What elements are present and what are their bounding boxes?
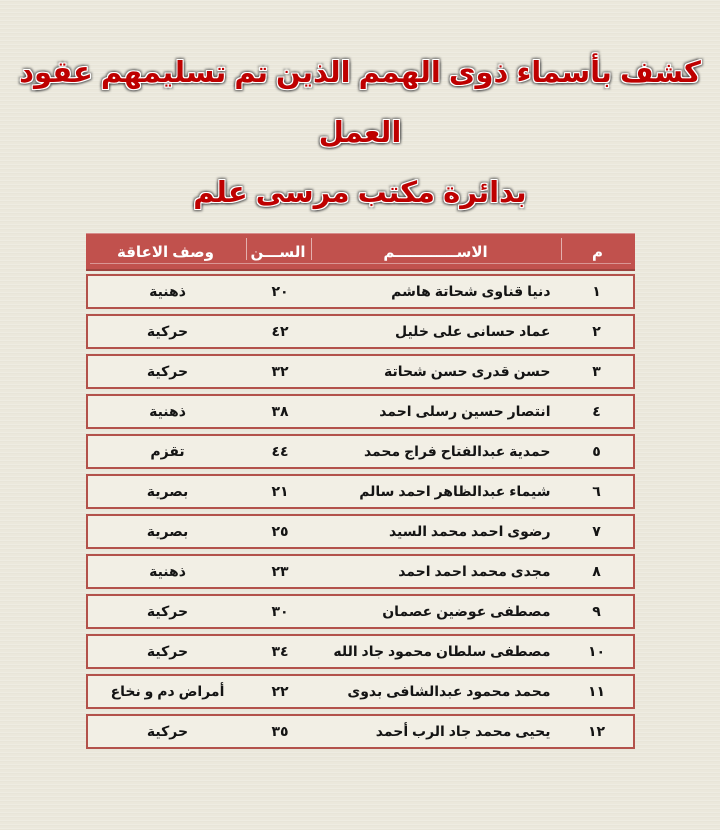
disability-cell: بصرية — [146, 483, 189, 499]
row-number-cell: ٦ — [592, 483, 601, 499]
row-number-cell: ٤ — [592, 403, 601, 419]
table-row — [86, 714, 635, 749]
age-cell: ٢٠ — [271, 283, 289, 299]
name-cell: مصطفى عوضين عصمان — [382, 603, 551, 619]
disability-cell: حركية — [146, 363, 189, 379]
header-cell-name: الاســــــــــــم — [311, 234, 561, 269]
table-row — [86, 514, 635, 549]
document-page — [0, 43, 720, 830]
table-row — [86, 554, 635, 589]
table-row — [86, 274, 635, 309]
row-number-cell: ١٠ — [587, 643, 606, 659]
table-row — [86, 434, 635, 469]
header-cell-age: الســـن — [246, 234, 311, 269]
table-row — [86, 594, 635, 629]
table-row — [86, 394, 635, 429]
age-cell: ٣٢ — [271, 363, 289, 379]
row-number-cell: ٧ — [592, 523, 601, 539]
name-cell: حمدية عبدالفتاح فراج محمد — [363, 443, 551, 459]
disability-cell: حركية — [146, 723, 189, 739]
row-number-cell: ٢ — [592, 323, 601, 339]
table-header-row — [86, 233, 635, 271]
disability-cell: حركية — [146, 603, 189, 619]
age-cell: ٢١ — [271, 483, 289, 499]
age-cell: ٣٤ — [271, 643, 289, 659]
row-number-cell: ١ — [592, 283, 601, 299]
row-number-cell: ١٢ — [587, 723, 606, 739]
age-cell: ٢٣ — [271, 563, 289, 579]
row-number-cell: ٥ — [592, 443, 601, 459]
name-cell: شيماء عبدالظاهر احمد سالم — [359, 483, 551, 499]
row-number-cell: ٨ — [592, 563, 601, 579]
roster-table — [86, 233, 635, 749]
age-cell: ٣٠ — [271, 603, 289, 619]
page-title — [0, 43, 720, 223]
disability-cell: حركية — [146, 323, 189, 339]
table-row — [86, 474, 635, 509]
name-cell: حسن قدرى حسن شحاتة — [383, 363, 551, 379]
disability-cell: ذهنية — [149, 403, 186, 419]
header-cell-disability: وصف الاعاقة — [117, 243, 214, 261]
disability-cell: أمراض دم و نخاع — [110, 683, 225, 699]
table-row — [86, 634, 635, 669]
row-number-cell: ٣ — [592, 363, 601, 379]
name-cell: عماد حسانى على خليل — [394, 323, 551, 339]
row-number-cell: ١١ — [587, 683, 606, 699]
page-title-line-1: كشف بأسماء ذوى الهمم الذين تم تسليمهم عقود العمل — [19, 57, 701, 149]
name-cell: مصطفى سلطان محمود جاد الله — [333, 643, 551, 659]
age-cell: ٤٢ — [271, 323, 289, 339]
name-cell: محمد محمود عبدالشافى بدوى — [347, 683, 551, 699]
disability-cell: ذهنية — [149, 283, 186, 299]
name-cell: يحيى محمد جاد الرب أحمد — [375, 723, 551, 739]
table-row — [86, 354, 635, 389]
disability-cell: ذهنية — [149, 563, 186, 579]
table-row — [86, 674, 635, 709]
age-cell: ٢٥ — [271, 523, 289, 539]
age-cell: ٢٢ — [271, 683, 289, 699]
disability-cell: بصرية — [146, 523, 189, 539]
name-cell: مجدى محمد احمد احمد — [398, 563, 551, 579]
disability-cell: حركية — [146, 643, 189, 659]
age-cell: ٣٨ — [271, 403, 289, 419]
row-number-cell: ٩ — [592, 603, 601, 619]
page-title-line-2: بدائرة مكتب مرسى علم — [193, 177, 527, 209]
name-cell: دنيا قناوى شحاتة هاشم — [391, 283, 551, 299]
disability-cell: تقزم — [150, 443, 185, 459]
table-row — [86, 314, 635, 349]
name-cell: رضوى احمد محمد السيد — [388, 523, 551, 539]
age-cell: ٤٤ — [271, 443, 289, 459]
header-cell-number: م — [561, 234, 635, 269]
age-cell: ٣٥ — [271, 723, 289, 739]
table-body — [86, 274, 635, 749]
name-cell: انتصار حسين رسلى احمد — [379, 403, 551, 419]
